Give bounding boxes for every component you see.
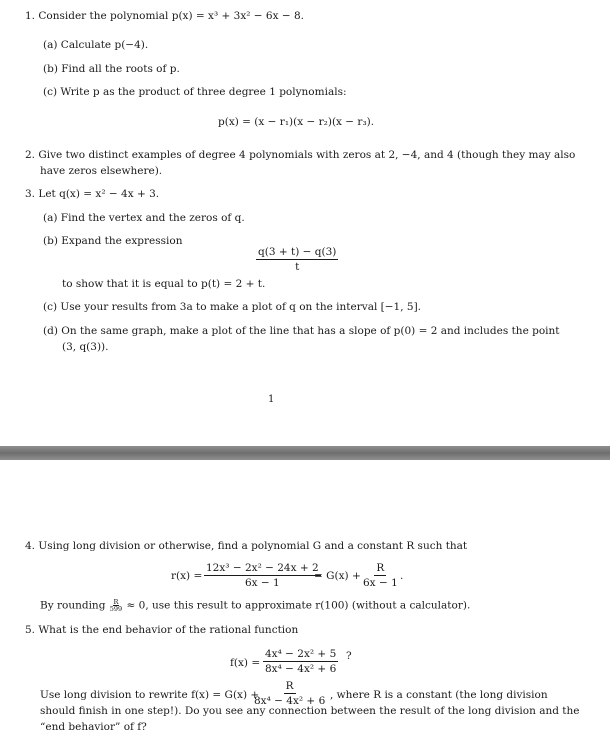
q5-fraction bbox=[263, 648, 338, 675]
q5-lhs: f(x) = bbox=[230, 657, 261, 669]
q4-rounding-post: ≈ 0, use this result to approximate r(100) (without a calculator). bbox=[126, 599, 471, 612]
q4-rounding-pre: By rounding bbox=[40, 599, 106, 612]
question-1c: (c) Write p as the product of three degree 1 polynomials: bbox=[43, 86, 347, 98]
q4-numerator: 12x³ − 2x² − 24x + 2 bbox=[206, 562, 319, 574]
question-3: 3. Let q(x) = x² − 4x + 3. bbox=[25, 188, 160, 200]
question-3b-continued: to show that it is equal to p(t) = 2 + t. bbox=[62, 278, 266, 290]
question-3d-line-2: (3, q(3)). bbox=[62, 341, 109, 353]
q4-denominator: 6x − 1 bbox=[244, 577, 280, 589]
q4-rounding-denominator: 599 bbox=[109, 605, 123, 613]
q4-remainder-numerator: R bbox=[376, 562, 385, 574]
q4-remainder-fraction bbox=[363, 562, 398, 589]
q4-period: . bbox=[400, 570, 404, 582]
q5-line-1-numerator: R bbox=[285, 680, 294, 692]
q5-question-mark: ? bbox=[346, 650, 352, 662]
page-separator bbox=[0, 446, 610, 460]
q5-line-1-fraction bbox=[254, 680, 325, 707]
question-3d-line-1: (d) On the same graph, make a plot of the line that has a slope of p(0) = 2 and includes the point bbox=[43, 325, 560, 337]
q4-middle: = G(x) + bbox=[314, 570, 361, 582]
q4-rounding-fraction bbox=[110, 599, 122, 612]
question-5: 5. What is the end behavior of the rational function bbox=[25, 624, 299, 636]
equation-1c: p(x) = (x − r₁)(x − r₂)(x − r₃). bbox=[218, 116, 375, 128]
q4-rounding-numerator: R bbox=[113, 598, 119, 606]
question-2-line-1: 2. Give two distinct examples of degree 4 polynomials with zeros at 2, −4, and 4 (though they may also bbox=[25, 149, 576, 161]
difference-quotient-denominator: t bbox=[295, 261, 300, 273]
question-1: 1. Consider the polynomial p(x) = x³ + 3x² − 6x − 8. bbox=[25, 10, 305, 22]
question-1b: (b) Find all the roots of p. bbox=[43, 63, 180, 75]
difference-quotient-numerator: q(3 + t) − q(3) bbox=[258, 246, 337, 258]
q5-line-1-denominator: 8x⁴ − 4x² + 6 bbox=[254, 695, 326, 707]
page-number: 1 bbox=[268, 394, 275, 405]
question-3b: (b) Expand the expression bbox=[43, 235, 183, 247]
difference-quotient-fraction bbox=[256, 246, 338, 273]
question-3c: (c) Use your results from 3a to make a plot of q on the interval [−1, 5]. bbox=[43, 301, 422, 313]
q4-fraction bbox=[204, 562, 321, 589]
q5-line-1-post: , where R is a constant (the long division bbox=[330, 689, 548, 701]
q4-lhs: r(x) = bbox=[171, 570, 203, 582]
question-1a: (a) Calculate p(−4). bbox=[43, 39, 149, 51]
q5-numerator: 4x⁴ − 2x² + 5 bbox=[265, 648, 337, 660]
q5-line-1-pre: Use long division to rewrite f(x) = G(x) + bbox=[40, 689, 260, 701]
q5-denominator: 8x⁴ − 4x² + 6 bbox=[265, 663, 337, 675]
question-3a: (a) Find the vertex and the zeros of q. bbox=[43, 212, 245, 224]
q4-rounding-line bbox=[40, 599, 470, 613]
question-2-line-2: have zeros elsewhere). bbox=[40, 165, 163, 177]
question-4: 4. Using long division or otherwise, find a polynomial G and a constant R such that bbox=[25, 540, 468, 552]
q5-line-3: “end behavior” of f? bbox=[40, 721, 147, 733]
q4-remainder-denominator: 6x − 1 bbox=[363, 577, 398, 589]
worksheet-page-2 bbox=[0, 460, 610, 747]
q5-line-2: should finish in one step!). Do you see any connection between the result of the long division and the bbox=[40, 705, 580, 717]
